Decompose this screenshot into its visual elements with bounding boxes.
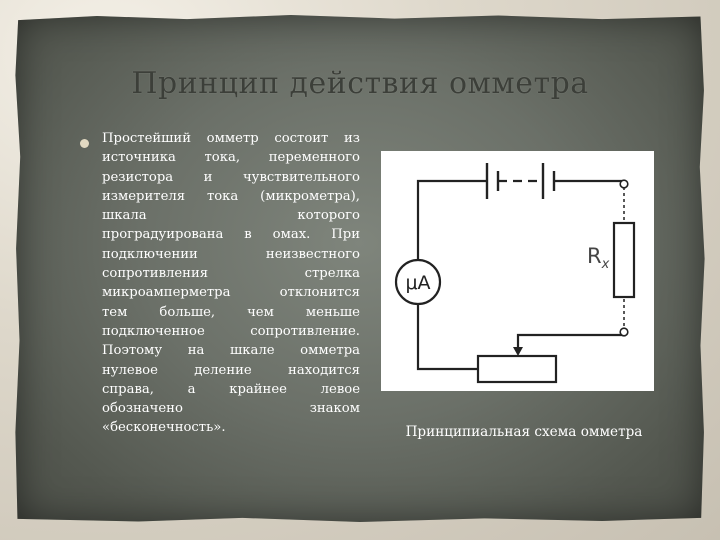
ohmmeter-circuit-diagram: [381, 151, 654, 391]
wire-top-left: [418, 181, 487, 260]
circuit-wires: [418, 181, 624, 369]
wire-bottom-left: [418, 304, 478, 369]
bullet-text-line: Простейший омметр состоит из: [102, 131, 360, 146]
bullet-text-line: нулевое деление находится: [102, 362, 360, 378]
bullet-text-line: справа, а крайнее левое: [102, 381, 360, 397]
circuit-svg: [381, 151, 654, 391]
bullet-marker: [80, 139, 89, 148]
bullet-text: [102, 129, 360, 438]
bullet-text-line: подключении неизвестного: [102, 246, 360, 262]
terminal-bottom: [620, 328, 628, 336]
bullet-text-line: измерителя тока (микрометра),: [102, 188, 360, 204]
bullet-text-line: подключенное сопротивление.: [102, 323, 360, 339]
bullet-text-line: проградуирована в омах. При: [102, 227, 360, 243]
wire-slider: [518, 335, 624, 351]
bullet-text-line: резистора и чувствительного: [102, 169, 360, 185]
bullet-text-line: шкала которого: [102, 208, 360, 224]
bullet-text-line: источника тока, переменного: [102, 150, 360, 166]
resistor-rx-label: $R_x$: [587, 244, 610, 272]
bullet-text-line: «бесконечность».: [102, 420, 226, 436]
bullet-text-line: тем больше, чем меньше: [102, 304, 360, 320]
bullet-text-line: Поэтому на шкале омметра: [102, 343, 360, 359]
bullet-text-line: микроамперметра отклонится: [102, 285, 360, 301]
microammeter-label: μA: [405, 272, 431, 294]
slide-title: Принцип действия омметра: [131, 66, 589, 101]
resistor-rx: [614, 223, 634, 297]
variable-resistor: [478, 356, 556, 382]
slider-arrow-icon: [513, 347, 523, 356]
bullet-text-line: обозначено знаком: [102, 401, 360, 417]
diagram-caption: Принципиальная схема омметра: [405, 424, 643, 440]
bullet-text-line: сопротивления стрелка: [102, 266, 360, 282]
terminal-top: [620, 180, 628, 188]
